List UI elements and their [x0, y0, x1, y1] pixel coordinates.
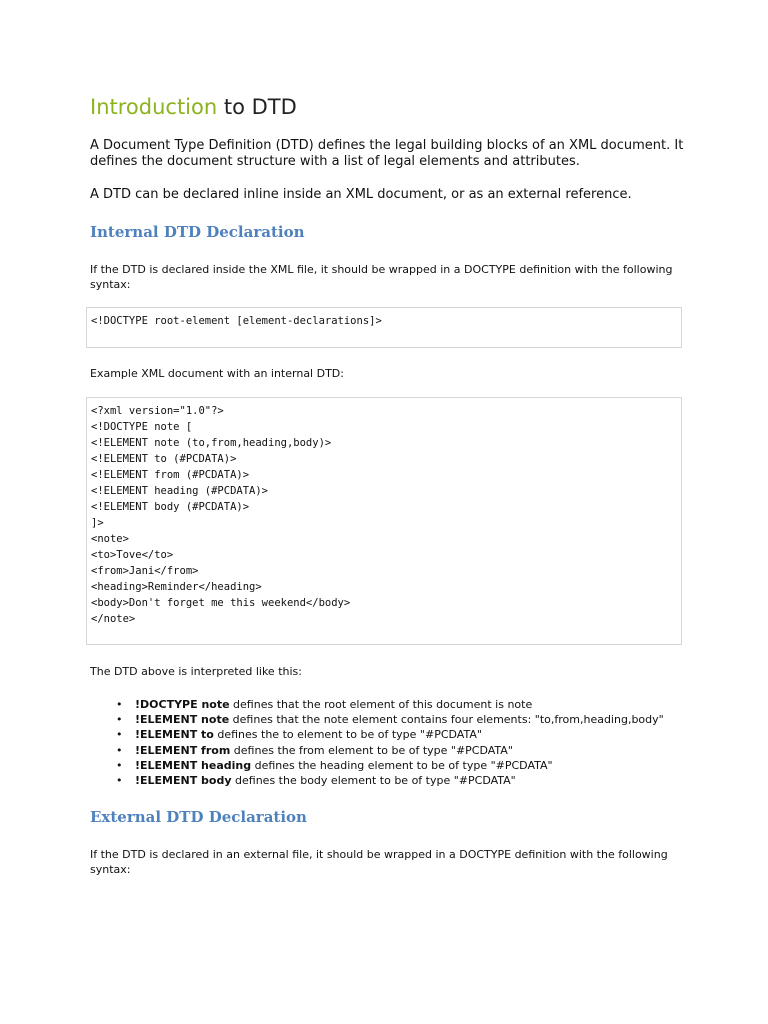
example-label: Example XML document with an internal DTD:: [90, 367, 344, 380]
list-item-text: defines the heading element to be of type "#PCDATA": [251, 758, 553, 772]
list-item-text: defines the body element to be of type "#PCDATA": [231, 774, 516, 788]
code-line: <!ELEMENT note (to,from,heading,body)>: [91, 437, 332, 449]
code-line: <!ELEMENT heading (#PCDATA)>: [91, 485, 269, 497]
bullet-icon: •: [116, 728, 123, 742]
bullet-icon: •: [116, 698, 123, 711]
code-line: <to>Tove</to>: [91, 549, 174, 561]
syntax-code-block: [86, 307, 682, 348]
bullet-icon: •: [116, 743, 123, 757]
external-dtd-heading: External DTD Declaration: [90, 808, 307, 826]
list-item: [90, 758, 664, 773]
list-item: [90, 712, 664, 727]
internal-dtd-heading: Internal DTD Declaration: [90, 223, 305, 241]
list-item-term: !ELEMENT body: [135, 774, 232, 788]
bullet-icon: •: [116, 774, 123, 788]
list-item-term: !ELEMENT from: [135, 743, 231, 757]
page-title-accent: Introduction: [90, 95, 218, 119]
code-line: <heading>Reminder</heading>: [91, 581, 262, 593]
internal-dtd-description: If the DTD is declared inside the XML file, it should be wrapped in a DOCTYPE definition with the following syntax:: [90, 263, 673, 291]
dtd-explanation-list: [90, 697, 664, 788]
code-line: ]>: [91, 517, 104, 529]
list-item-text: defines that the root element of this document is note: [229, 698, 533, 711]
intro-paragraph-1: A Document Type Definition (DTD) defines the legal building blocks of an XML document. It defines the document structure with a list of legal elements and attributes.: [90, 138, 684, 169]
list-item-term: !DOCTYPE note: [135, 698, 230, 711]
list-item: [90, 727, 664, 742]
external-dtd-description: If the DTD is declared in an external file, it should be wrapped in a DOCTYPE definition with the following syntax:: [90, 848, 668, 876]
list-item: [90, 743, 664, 758]
page-title-rest: to DTD: [217, 95, 297, 119]
code-line: <note>: [91, 533, 129, 545]
interpreted-label: The DTD above is interpreted like this:: [90, 665, 302, 678]
list-item: [90, 697, 664, 712]
list-item-text: defines that the note element contains four elements: "to,from,heading,body": [229, 713, 664, 727]
page-title: [90, 92, 297, 122]
code-line: </note>: [91, 613, 136, 625]
code-line: <body>Don't forget me this weekend</body>: [91, 597, 351, 609]
code-line: <!DOCTYPE note [: [91, 421, 193, 433]
code-line: <from>Jani</from>: [91, 565, 199, 577]
code-line: <!ELEMENT to (#PCDATA)>: [91, 453, 237, 465]
code-line: <!DOCTYPE root-element [element-declarations]>: [91, 315, 382, 327]
bullet-icon: •: [116, 713, 123, 727]
example-code-block: [86, 397, 682, 645]
bullet-icon: •: [116, 758, 123, 772]
code-line: <?xml version="1.0"?>: [91, 405, 224, 417]
code-line: <!ELEMENT body (#PCDATA)>: [91, 501, 250, 513]
list-item-term: !ELEMENT heading: [135, 758, 252, 772]
list-item-term: !ELEMENT to: [135, 728, 214, 742]
list-item-term: !ELEMENT note: [135, 713, 230, 727]
list-item-text: defines the to element to be of type "#PCDATA": [213, 728, 482, 742]
list-item-text: defines the from element to be of type "#PCDATA": [230, 743, 513, 757]
code-line: <!ELEMENT from (#PCDATA)>: [91, 469, 250, 481]
intro-paragraph-2: A DTD can be declared inline inside an XML document, or as an external reference.: [90, 187, 632, 202]
list-item: [90, 773, 664, 788]
